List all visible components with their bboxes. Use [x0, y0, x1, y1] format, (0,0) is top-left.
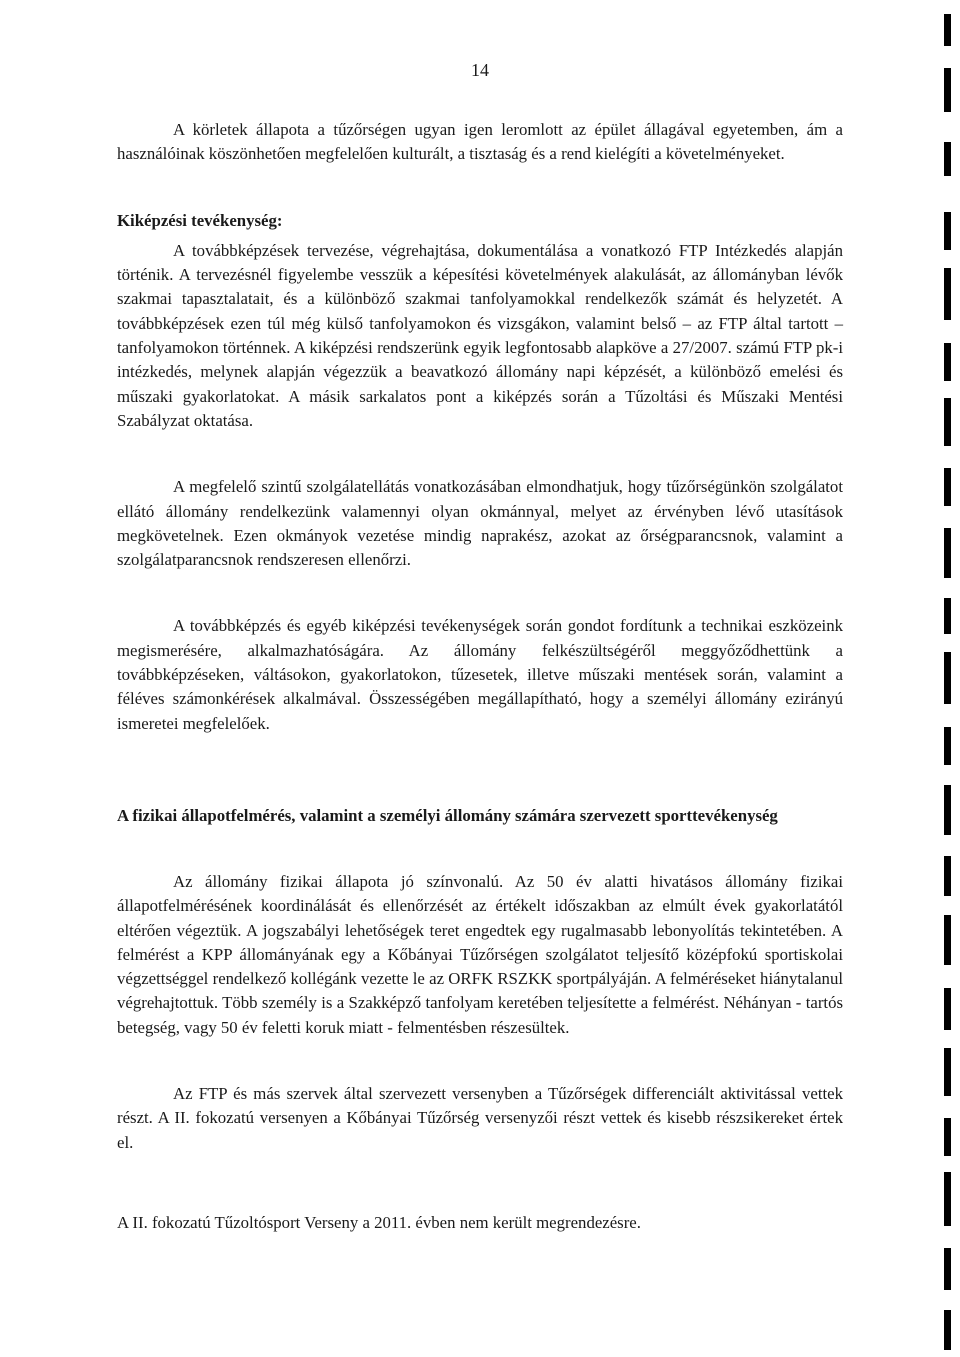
edge-mark [944, 343, 951, 381]
edge-mark [944, 652, 951, 704]
edge-mark [944, 14, 951, 46]
paragraph-fitness-assessment: Az állomány fizikai állapota jó színvonalú. Az 50 év alatti hivatásos állomány fizikai állapotfelmérésének koordinálását és ellenőrzését az értékelt időszakban az elmúlt évek gyakorlatától eltérően végeztük. A jogszabályi lehetőségek teret engedtek egy rugalmasabb lebonyolítás tekintetében. A felmérést a KPP állományának egy a Kőbányai Tűzőrségen szolgálatot teljesítő középfokú sportiskolai végzettséggel rendelkező kollégánk vezette le az ORFK RSZKK sportpályáján. A felméréseket hiánytalanul végrehajtottuk. Több személy is a Szakképző tanfolyam keretében teljesítette a felmérést. Néhányan - tartós betegség, vagy 50 év feletti koruk miatt - felmentésben részesültek. [117, 871, 843, 1037]
section-heading-fitness: A fizikai állapotfelmérés, valamint a személyi állomány számára szervezett sporttevékenység [117, 805, 778, 825]
paragraph-service-documents: A megfelelő szintű szolgálatellátás vonatkozásában elmondhatjuk, hogy tűzőrségünkön szolgálatot ellátó állomány rendelkezünk valamennyi olyan okmánnyal, melyet az érvényben lévő utasítások megkövetelnek. Ezen okmányok vezetése mindig naprakész, azokat az őrségparancsnok, valamint a szolgálatparancsnok rendszeresen ellenőrzi. [117, 477, 843, 570]
edge-mark [944, 598, 951, 634]
edge-mark [944, 988, 951, 1030]
edge-mark [944, 398, 951, 446]
edge-mark [944, 856, 951, 896]
edge-mark [944, 142, 951, 176]
edge-mark [944, 528, 951, 578]
edge-mark [944, 1248, 951, 1290]
page-number: 14 [471, 60, 489, 80]
edge-mark [944, 1310, 951, 1350]
paragraph-technical-equipment: A továbbképzés és egyéb kiképzési tevékenységek során gondot fordítunk a technikai eszközeink megismerésére, alkalmazhatóságára. Az állomány felkészültségéről meggyőződhettünk a továbbképzéseken, váltásokon, gyakorlatokon, tűzesetek, illetve műszaki mentések során, valamint a féléves számonkérések alkalmával. Összességében megállapítható, hogy a személyi állomány ezirányú ismeretei megfelelőek. [117, 616, 843, 733]
edge-mark [944, 1048, 951, 1096]
edge-mark [944, 68, 951, 112]
paragraph-sport-competition: A II. fokozatú Tűzoltósport Verseny a 2011. évben nem került megrendezésre. [117, 1212, 641, 1232]
scan-edge-marks [944, 0, 952, 1357]
edge-mark [944, 1172, 951, 1226]
paragraph-training-planning: A továbbképzések tervezése, végrehajtása, dokumentálása a vonatkozó FTP Intézkedés alapján történik. A tervezésnél figyelembe vesszük a képesítési követelmények alakulását, az állományban lévők szakmai tapasztalatait, és a különböző szakmai tanfolyamokkal rendelkezők számát és helyzetét. A továbbképzések ezen túl még külső tanfolyamokon és vizsgákon, valamint belső – az FTP által tartott – tanfolyamokon történnek. A kiképzési rendszerünk egyik legfontosabb alapköve a 27/2007. számú FTP pk-i intézkedés, melynek alapján végezzük a beavatkozó állomány napi képzését, a különböző emelési és műszaki gyakorlatokat. A másik sarkalatos pont a kiképzés során a Tűzoltási és Műszaki Mentési Szabályzat oktatása. [117, 240, 843, 430]
edge-mark [944, 268, 951, 320]
edge-mark [944, 212, 951, 250]
section-heading-training: Kiképzési tevékenység: [117, 210, 283, 230]
paragraph-competitions: Az FTP és más szervek által szervezett versenyben a Tűzőrségek differenciált aktivitással vettek részt. A II. fokozatú versenyen a Kőbányai Tűzőrség versenyzői részt vettek és kisebb részsikereket értek el. [117, 1084, 843, 1152]
edge-mark [944, 915, 951, 965]
edge-mark [944, 727, 951, 765]
edge-mark [944, 785, 951, 835]
edge-mark [944, 1118, 951, 1156]
edge-mark [944, 468, 951, 506]
document-body [117, 118, 843, 1235]
paragraph-dormitory: A körletek állapota a tűzőrségen ugyan igen leromlott az épület állagával egyetemben, ám a használóinak köszönhetően megfelelően kulturált, a tisztaság és a rend kielégíti a követelményeket. [117, 120, 843, 164]
